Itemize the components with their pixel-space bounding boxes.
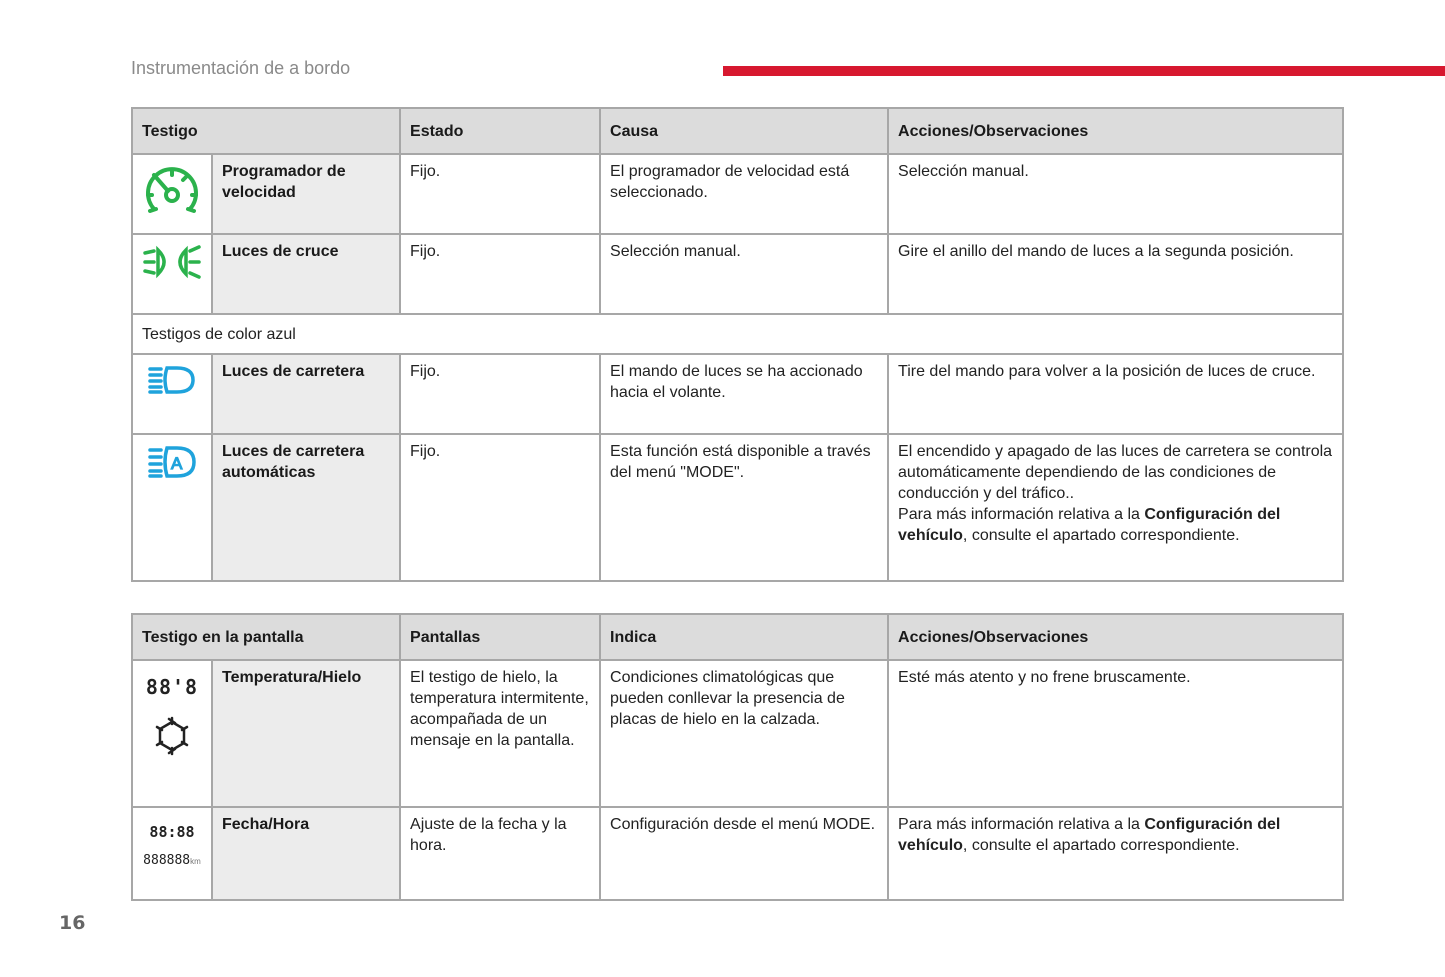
icon-cell: [132, 354, 212, 434]
table-row: [132, 807, 1343, 900]
table-row: [132, 660, 1343, 807]
page-number: 16: [59, 912, 86, 934]
table-row: [132, 234, 1343, 314]
estado-cell: Fijo.: [400, 434, 600, 581]
display-indicators-table: [131, 613, 1344, 901]
reference-link-text: Configuración del vehículo: [898, 816, 1281, 854]
light-name: Luces de carretera automáticas: [212, 434, 400, 581]
estado-cell: Fijo.: [400, 354, 600, 434]
acciones-cell: Tire del mando para volver a la posición de luces de cruce.: [888, 354, 1343, 434]
causa-cell: Esta función está disponible a través del menú "MODE".: [600, 434, 888, 581]
estado-cell: Fijo.: [400, 154, 600, 234]
pantallas-cell: El testigo de hielo, la temperatura intermitente, acompañada de un mensaje en la pantalla.: [400, 660, 600, 807]
warning-lights-table: [131, 107, 1344, 582]
acciones-cell: Gire el anillo del mando de luces a la segunda posición.: [888, 234, 1343, 314]
indicator-name: Temperatura/Hielo: [212, 660, 400, 807]
light-name: Luces de carretera: [212, 354, 400, 434]
icon-cell: [132, 154, 212, 234]
cruise-control-icon: [142, 165, 202, 221]
icon-cell: [132, 660, 212, 807]
header-testigo: Testigo: [132, 108, 400, 154]
auto-high-beam-icon: [147, 445, 197, 479]
section-row: [132, 314, 1343, 354]
icon-cell: [132, 234, 212, 314]
light-name: Programador de velocidad: [212, 154, 400, 234]
header-acciones: Acciones/Observaciones: [888, 108, 1343, 154]
acciones-cell: [888, 434, 1343, 581]
causa-cell: El mando de luces se ha accionado hacia el volante.: [600, 354, 888, 434]
acciones-text: , consulte el apartado correspondiente.: [962, 837, 1240, 854]
header-testigo-pantalla: Testigo en la pantalla: [132, 614, 400, 660]
header-acciones: Acciones/Observaciones: [888, 614, 1343, 660]
causa-cell: Selección manual.: [600, 234, 888, 314]
section-label: Testigos de color azul: [132, 314, 1343, 354]
ice-snowflake-icon: [152, 716, 192, 756]
svg-text:A: A: [171, 454, 183, 473]
table-row: [132, 354, 1343, 434]
table-row: [132, 154, 1343, 234]
acciones-cell: [888, 807, 1343, 900]
dipped-beam-icon: [142, 245, 202, 279]
header-indica: Indica: [600, 614, 888, 660]
reference-link-text: Configuración del vehículo: [898, 506, 1281, 544]
header-accent-bar: [723, 66, 1445, 76]
acciones-text: , consulte el apartado correspondiente.: [962, 527, 1240, 544]
acciones-cell: Selección manual.: [888, 154, 1343, 234]
odometer-unit: km: [190, 857, 201, 866]
temperature-display-icon: 88'8: [145, 675, 199, 699]
clock-display-icon: 88:88: [149, 823, 195, 841]
acciones-cell: Esté más atento y no frene bruscamente.: [888, 660, 1343, 807]
header-estado: Estado: [400, 108, 600, 154]
table-header-row: [132, 614, 1343, 660]
odometer-digits: 888888: [143, 853, 191, 868]
indica-cell: Configuración desde el menú MODE.: [600, 807, 888, 900]
odometer-display-icon: [133, 849, 211, 872]
table-header-row: [132, 108, 1343, 154]
acciones-text: El encendido y apagado de las luces de carretera se controla automáticamente dependiendo de las condiciones de conducción y del tráfico..: [898, 443, 1333, 502]
acciones-text: Para más información relativa a la: [898, 816, 1145, 833]
causa-cell: El programador de velocidad está seleccionado.: [600, 154, 888, 234]
icon-cell: [132, 807, 212, 900]
high-beam-icon: [147, 365, 197, 395]
indica-cell: Condiciones climatológicas que pueden conllevar la presencia de placas de hielo en la calzada.: [600, 660, 888, 807]
table-row: [132, 434, 1343, 581]
header-causa: Causa: [600, 108, 888, 154]
pantallas-cell: Ajuste de la fecha y la hora.: [400, 807, 600, 900]
header-pantallas: Pantallas: [400, 614, 600, 660]
icon-cell: [132, 434, 212, 581]
section-title: Instrumentación de a bordo: [131, 58, 351, 78]
light-name: Luces de cruce: [212, 234, 400, 314]
estado-cell: Fijo.: [400, 234, 600, 314]
acciones-text: Para más información relativa a la: [898, 506, 1145, 523]
indicator-name: Fecha/Hora: [212, 807, 400, 900]
